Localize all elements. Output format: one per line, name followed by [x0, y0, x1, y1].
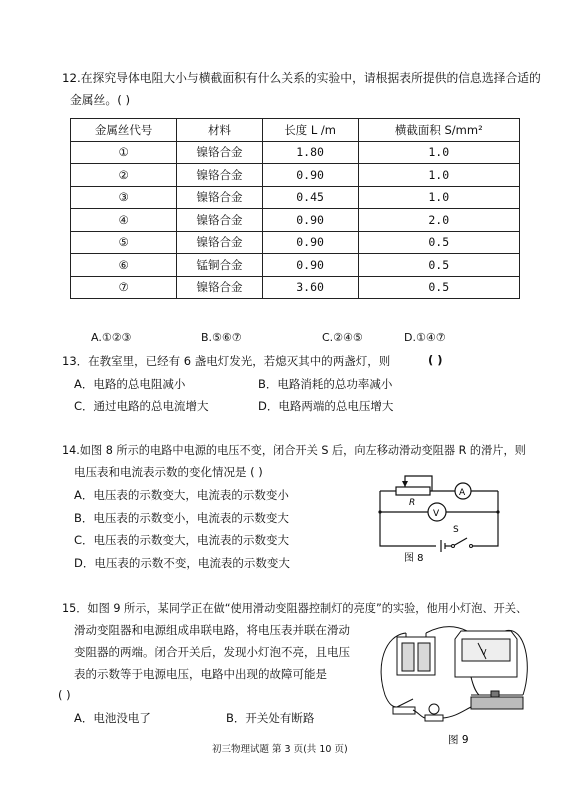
q13-option-d: D．电路两端的总电压增大: [258, 399, 394, 413]
fig8-v-label: V: [433, 509, 440, 519]
q15-stem-line3: 变阻器的两端。闭合开关后，发现小灯泡不亮，且电压: [74, 645, 350, 659]
cell-material: 镍铬合金: [177, 186, 262, 209]
table-row: [71, 231, 520, 254]
cell-length: 0.90: [262, 254, 358, 277]
fig9-v-label: V: [481, 648, 487, 657]
wire-table: [70, 118, 520, 299]
cell-code: ②: [71, 164, 177, 187]
cell-area: 0.5: [358, 276, 519, 299]
q13-option-b: B．电路消耗的总功率减小: [258, 377, 393, 391]
cell-area: 1.0: [358, 186, 519, 209]
cell-area: 0.5: [358, 231, 519, 254]
cell-code: ①: [71, 141, 177, 164]
cell-code: ⑥: [71, 254, 177, 277]
cell-code: ⑦: [71, 276, 177, 299]
table-header-row: [71, 119, 520, 142]
table-row: [71, 254, 520, 277]
cell-material: 镍铬合金: [177, 164, 262, 187]
header-material: 材料: [177, 119, 262, 142]
q15-option-b: B．开关处有断路: [226, 711, 315, 725]
q14-option-a: A．电压表的示数变大，电流表的示数变小: [74, 488, 289, 502]
cell-area: 1.0: [358, 141, 519, 164]
q12-option-d: D.①④⑦: [404, 331, 446, 344]
q15-stem-line1: 15．如图 9 所示，某同学正在做“使用滑动变阻器控制灯的亮度”的实验，他用小灯泡、开关、: [62, 602, 528, 615]
table-row: [71, 141, 520, 164]
q15-bracket: ( ): [58, 688, 71, 702]
cell-code: ⑤: [71, 231, 177, 254]
q13-option-c: C．通过电路的总电流增大: [74, 399, 209, 413]
q13-stem: 13．在教室里，已经有 6 盏电灯发光，若熄灭其中的两盏灯，则: [62, 354, 391, 368]
header-area: 横截面积 S/mm²: [358, 119, 519, 142]
cell-material: 镍铬合金: [177, 276, 262, 299]
q15-stem-line4: 表的示数等于电源电压，电路中出现的故障可能是: [74, 667, 327, 681]
q13-option-a: A．电路的总电阻减小: [74, 377, 186, 391]
table-row: [71, 164, 520, 187]
cell-area: 1.0: [358, 164, 519, 187]
cell-code: ④: [71, 209, 177, 232]
table-row: [71, 186, 520, 209]
q12-option-b: B.⑤⑥⑦: [201, 331, 242, 344]
header-length: 长度 L /m: [262, 119, 358, 142]
q14-option-b: B．电压表的示数变小，电流表的示数变大: [74, 511, 289, 525]
cell-length: 0.90: [262, 164, 358, 187]
q15-option-a: A．电池没电了: [74, 711, 151, 725]
cell-length: 0.90: [262, 209, 358, 232]
q12-stem-line1: 12.在探究导体电阻大小与横截面积有什么关系的实验中，请根据表所提供的信息选择合适的: [62, 71, 541, 85]
cell-material: 镍铬合金: [177, 209, 262, 232]
cell-code: ③: [71, 186, 177, 209]
cell-length: 3.60: [262, 276, 358, 299]
fig8-caption: 图 8: [404, 553, 424, 564]
header-code: 金属丝代号: [71, 119, 177, 142]
q12-stem-line2: 金属丝。( ): [70, 93, 131, 107]
cell-length: 0.45: [262, 186, 358, 209]
cell-material: 镍铬合金: [177, 231, 262, 254]
q12-option-a: A.①②③: [91, 331, 132, 344]
cell-material: 锰铜合金: [177, 254, 262, 277]
cell-area: 0.5: [358, 254, 519, 277]
fig9-caption: 图 9: [448, 734, 469, 746]
q14-stem-line1: 14.如图 8 所示的电路中电源的电压不变，闭合开关 S 后，向左移动滑动变阻器 R 的滑片，则: [62, 444, 526, 457]
q12-option-c: C.②④⑤: [322, 331, 363, 344]
cell-length: 0.90: [262, 231, 358, 254]
cell-length: 1.80: [262, 141, 358, 164]
q14-stem-line2: 电压表和电流表示数的变化情况是 ( ): [74, 465, 263, 479]
cell-area: 2.0: [358, 209, 519, 232]
cell-material: 镍铬合金: [177, 141, 262, 164]
table-row: [71, 209, 520, 232]
fig8-s-label: S: [453, 525, 459, 535]
figure-8-circuit: [370, 468, 510, 568]
q14-option-c: C．电压表的示数变大，电流表的示数变大: [74, 533, 290, 547]
fig8-r-label: R: [409, 498, 416, 508]
table-row: [71, 276, 520, 299]
q15-stem-line2: 滑动变阻器和电源组成串联电路，将电压表并联在滑动: [74, 623, 350, 637]
figure-9-apparatus: [375, 625, 535, 750]
page-footer: 初三物理试题 第 3 页(共 10 页): [212, 744, 348, 755]
fig8-a-label: A: [459, 488, 466, 498]
q13-bracket: ( ): [428, 353, 443, 367]
q14-option-d: D．电压表的示数不变，电流表的示数变大: [74, 556, 290, 570]
